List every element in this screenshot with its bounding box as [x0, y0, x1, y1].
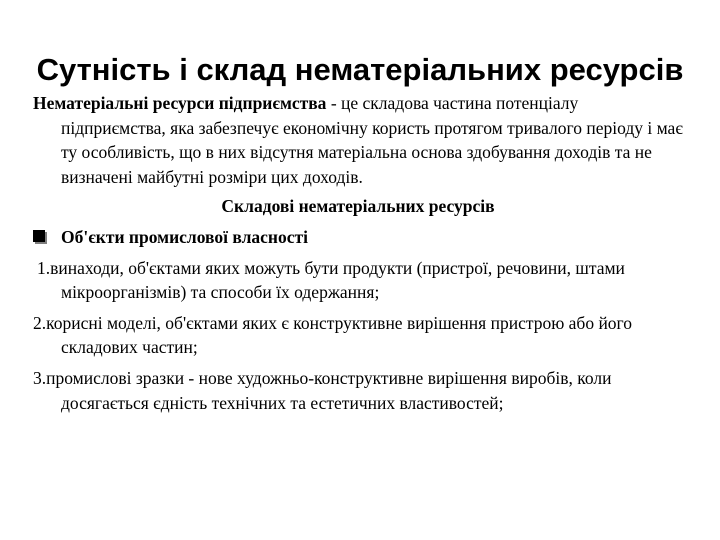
definition-text: - це складова частина потенціалу підприємства, яка забезпечує економічну користь протягом тривалого періоду і має ту особливість, що в них відсутня матеріальна основа здобування доходів та не визначені майбутні розміри цих доходів. — [61, 93, 683, 187]
bullet-item — [33, 225, 683, 250]
square-bullet-icon — [33, 230, 45, 242]
bullet-label: Об'єкти промислової власності — [61, 226, 308, 247]
definition-term: Нематеріальні ресурси підприємства — [33, 93, 327, 113]
slide-title: Сутність і склад нематеріальних ресурсів — [36, 52, 684, 87]
definition-paragraph — [33, 91, 683, 189]
slide-body — [33, 91, 683, 421]
list-item: 1.винаходи, об'єктами яких можуть бути продукти (пристрої, речовини, штами мікроорганізмів) та способи їх одержання; — [37, 257, 625, 303]
subheading: Складові нематеріальних ресурсів — [221, 196, 495, 217]
list-item: 3.промислові зразки - нове художньо-конструктивне вирішення виробів, коли досягається єдність технічних та естетичних властивостей; — [33, 367, 612, 413]
list-item: 2.корисні моделі, об'єктами яких є конструктивне вирішення пристрою або його складових частин; — [33, 312, 633, 358]
